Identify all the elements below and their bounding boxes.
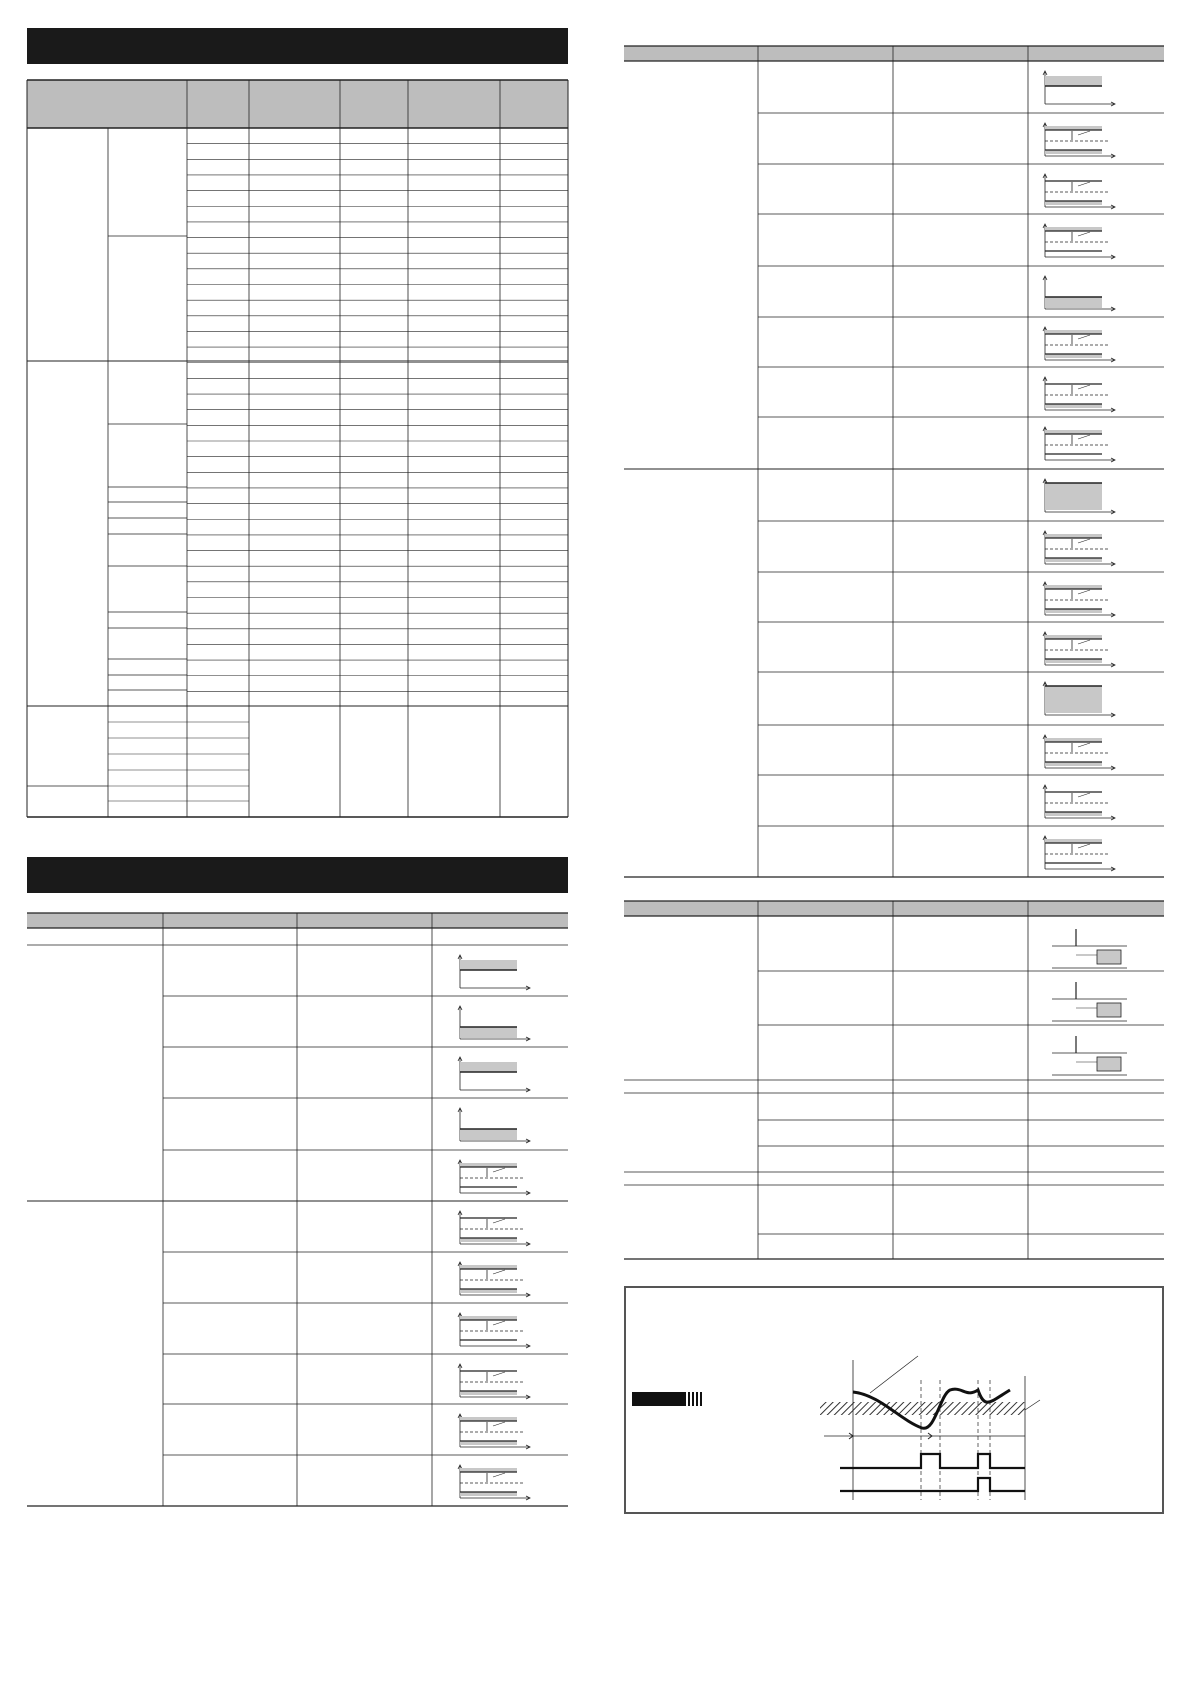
- hysteresis-band: [820, 1402, 1025, 1415]
- callout-line: [870, 1356, 918, 1393]
- callout-line: [1025, 1400, 1040, 1410]
- alarm-output-signal: [840, 1454, 1025, 1468]
- relay-output-signal: [840, 1478, 1025, 1491]
